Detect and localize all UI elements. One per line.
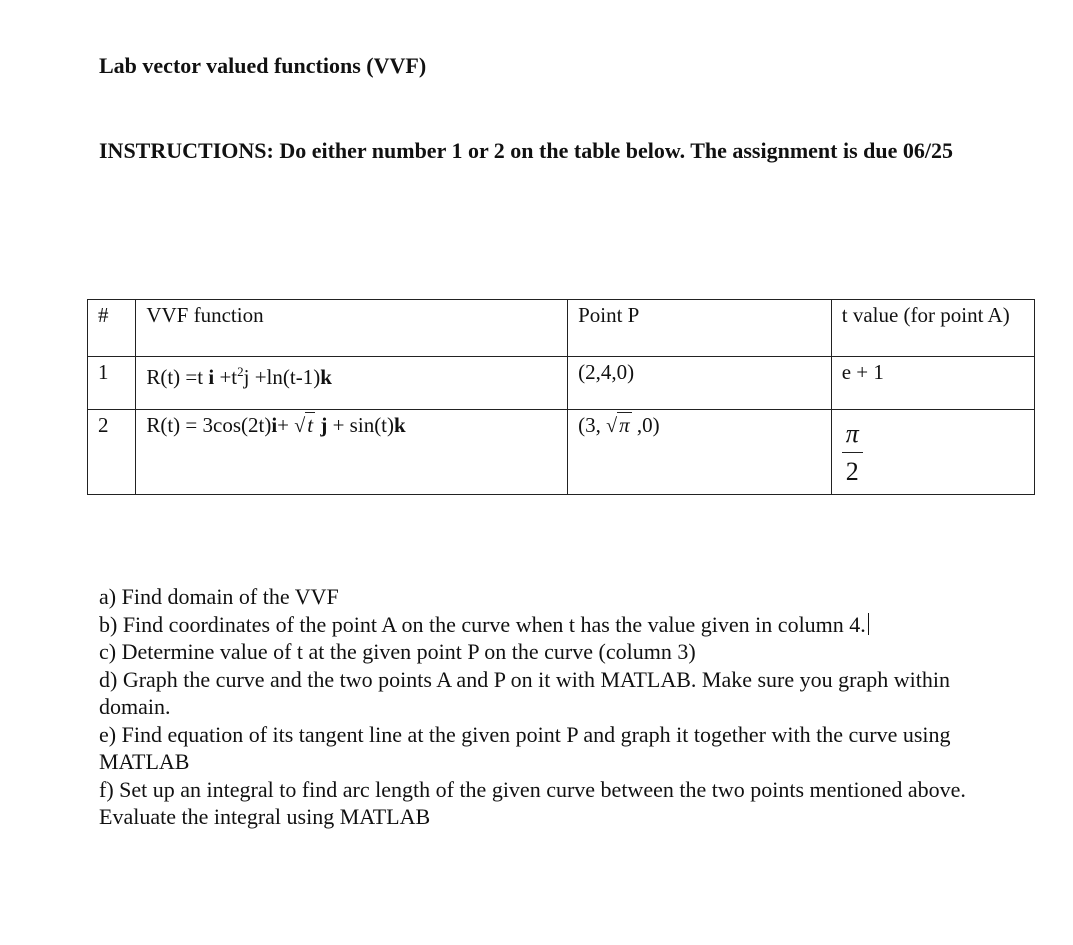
text-cursor [868, 613, 869, 635]
vvf-function-cell: R(t) =t $i +t^2j +\ln(t-1)k$ [136, 357, 568, 410]
question-c: c) Determine value of t at the given point P on the curve (column 3) [99, 639, 696, 664]
sqrt-symbol: √π [606, 413, 630, 437]
header-vvf-function: VVF function [136, 300, 568, 357]
question-d: d) Graph the curve and the two points A and P on it with MATLAB. Make sure you graph within domain. [99, 666, 950, 719]
row-number: 2 [88, 410, 136, 495]
pi-over-two-fraction: $\frac{\pi}{2}$ [842, 419, 863, 487]
header-t-value: t value (for point A) [831, 300, 1034, 357]
t-value-cell [831, 410, 1034, 495]
vvf-function-cell: R(t) = 3cos(2t)i+ √t j + sin(t)k [136, 410, 568, 495]
question-a: a) Find domain of the VVF [99, 584, 339, 609]
document-title: Lab vector valued functions (VVF) [99, 53, 427, 78]
point-p-cell: (2,4,0) [568, 357, 832, 410]
assignment-table [87, 299, 1035, 495]
row-number: 1 [88, 357, 136, 410]
question-f: f) Set up an integral to find arc length of the given curve between the two points mentioned above. Evaluate the integral using MATLAB [99, 776, 966, 829]
question-b: b) Find coordinates of the point A on the curve when t has the value given in column 4. [99, 611, 989, 639]
table-row [88, 357, 1035, 410]
t-value-cell: e + 1 [831, 357, 1034, 410]
question-list [99, 583, 989, 831]
question-e: e) Find equation of its tangent line at the given point P and graph it together with the curve using MATLAB [99, 721, 951, 774]
instructions-text: INSTRUCTIONS: Do either number 1 or 2 on the table below. The assignment is due 06/25 [99, 138, 954, 163]
table-row [88, 410, 1035, 495]
point-p-cell: (3, √π ,0) [568, 410, 832, 495]
header-number: # [88, 300, 136, 357]
header-point-p: Point P [568, 300, 832, 357]
table-header-row [88, 300, 1035, 357]
sqrt-symbol: √t [294, 413, 314, 437]
